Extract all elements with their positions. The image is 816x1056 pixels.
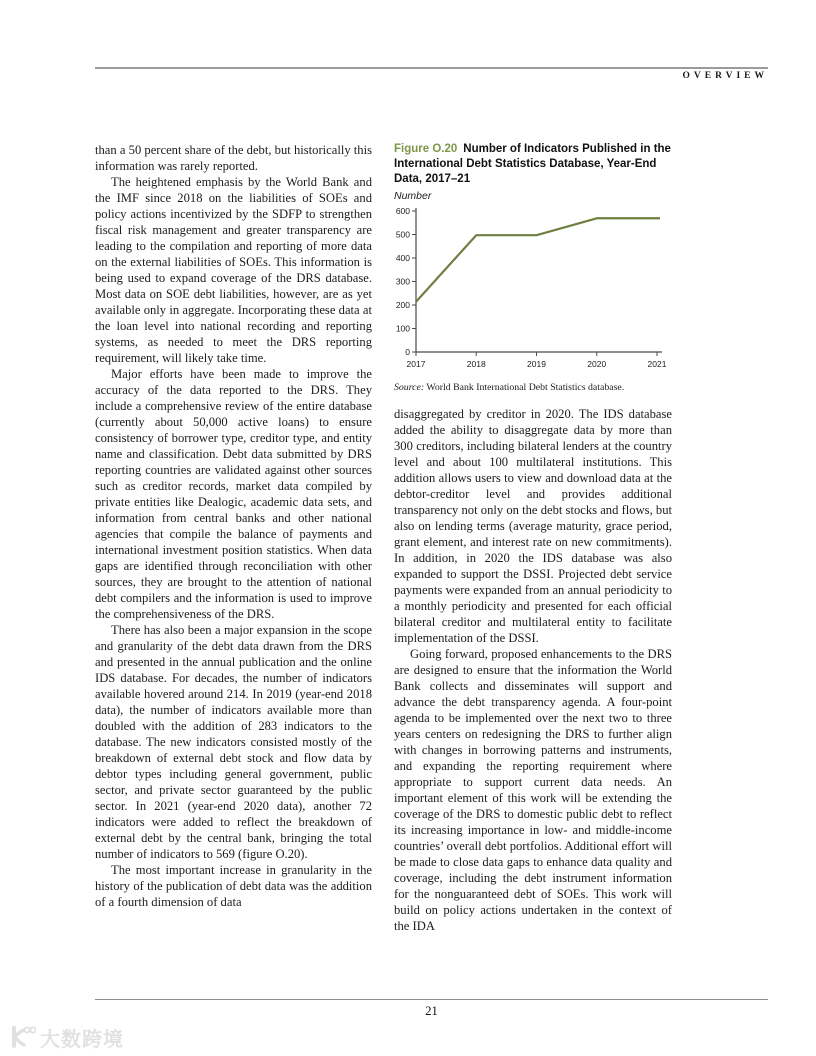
- line-chart: [394, 205, 672, 373]
- running-head: OVERVIEW: [682, 71, 768, 81]
- watermark-logo-icon: [8, 1024, 36, 1050]
- figure-title: [394, 142, 672, 187]
- figure-unit-label: Number: [394, 190, 432, 202]
- svg-text:2020: 2020: [587, 359, 607, 369]
- svg-text:100: 100: [395, 323, 410, 334]
- body-paragraph: There has also been a major expansion in the scope and granularity of the debt data drawn from the DRS and presented in the annual publication and the online IDS database. For decades, the number of indicators available hovered around 214. In 2019 (year-end 2018 data), the number of indicators available more than doubled with the addition of 283 indicators to the database. The new indicators consisted mostly of the breakdown of external debt stock and flow data by debtor types including general government, public sector, and private sector guaranteed by the public sector. In 2021 (year-end 2020 data), another 72 indicators were added to reflect the breakdown of external debt by the central bank, bringing the total number of indicators to 569 (figure O.20).: [95, 623, 372, 861]
- body-paragraph: Going forward, proposed enhancements to the DRS are designed to ensure that the information the World Bank collects and disseminates will support and advance the debt transparency agenda. A four-point agenda to be implemented over the next two to three years centers on redesigning the DRS to further align with changes in borrowing patterns and instruments, and expanding the reporting requirement where appropriate to support current data needs. An important element of this work will be extending the coverage of the DRS to domestic public debt to reflect its increasing importance in low- and middle-income countries’ overall debt portfolios. Additional effort will be made to close data gaps to enhance data quality and coverage, including the debt instrument information for the nonguaranteed debt of SOEs. This work will build on policy actions undertaken in the context of the IDA: [394, 647, 672, 933]
- watermark-text: 大数跨境: [40, 1028, 124, 1051]
- page-number: 21: [425, 1004, 438, 1018]
- body-paragraph: than a 50 percent share of the debt, but historically this information was rarely reported.: [95, 143, 372, 173]
- left-column: [95, 142, 372, 910]
- svg-text:2017: 2017: [406, 359, 426, 369]
- watermark: [8, 1022, 124, 1052]
- svg-text:500: 500: [395, 229, 410, 240]
- right-column: [394, 142, 672, 934]
- figure-title-text: Number of Indicators Published in the International Debt Statistics Database, Year-End Data, 2017–21: [394, 143, 671, 185]
- svg-text:2018: 2018: [466, 359, 486, 369]
- body-paragraph: Major efforts have been made to improve the accuracy of the data reported to the DRS. They include a comprehensive review of the entire database (currently about 50,000 active loans) to ensure consistency of borrower type, creditor type, and entity name and classification. Debt data submitted by DRS reporting countries are validated against other sources such as creditor records, market data compiled by private entities like Dealogic, academic data sets, and information from central banks and other national agencies that compile the balance of payments and international investment position statistics. When data gaps are identified through reconciliation with other sources, they are brought to the attention of national debt compilers and the information is used to improve the comprehensiveness of the DRS.: [95, 367, 372, 621]
- svg-text:200: 200: [395, 300, 410, 310]
- svg-text:400: 400: [395, 253, 410, 263]
- svg-text:2019: 2019: [527, 359, 546, 369]
- body-paragraph: The heightened emphasis by the World Bank and the IMF since 2018 on the liabilities of SOEs and policy actions incentivized by the SDFP to strengthen fiscal risk management and greater transparency are leading to the compilation and reporting of more data on the external liabilities of SOEs. This information is being used to expand coverage of the DRS database. Most data on SOE debt liabilities, however, are as yet available only in aggregate. Incorporating these data at the loan level into national recording and reporting systems, as needed to meet the DRS reporting requirement, will likely take time.: [95, 175, 372, 365]
- figure-source: [394, 381, 672, 394]
- svg-text:600: 600: [395, 206, 410, 216]
- figure-label: Figure O.20: [394, 143, 458, 155]
- body-paragraph: disaggregated by creditor in 2020. The IDS database added the ability to disaggregate data by more than 300 creditors, including bilateral lenders at the country level and about 100 multilateral institutions. This addition allows users to view and download data at the debtor-creditor level and provides additional transparency not only on the debt stocks and flows, but also on lending terms (average maturity, grace period, grant element, and interest rate on new commitments). In addition, in 2020 the IDS database was also expanded to support the DSSI. Projected debt service payments were expanded from an annual periodicity to a monthly periodicity and presented for each official bilateral creditor and multilateral entity to facilitate implementation of the DSSI.: [394, 407, 672, 645]
- body-paragraph: The most important increase in granularity in the history of the publication of debt data was the addition of a fourth dimension of data: [95, 863, 372, 909]
- header-rule: [95, 67, 768, 69]
- source-prefix: Source:: [394, 382, 425, 393]
- source-text: World Bank International Debt Statistics database.: [424, 382, 625, 393]
- figure-o20: [394, 142, 672, 394]
- svg-text:300: 300: [395, 276, 410, 287]
- footer-rule: [95, 999, 768, 1000]
- svg-text:2021: 2021: [647, 359, 667, 369]
- svg-text:0: 0: [405, 347, 410, 357]
